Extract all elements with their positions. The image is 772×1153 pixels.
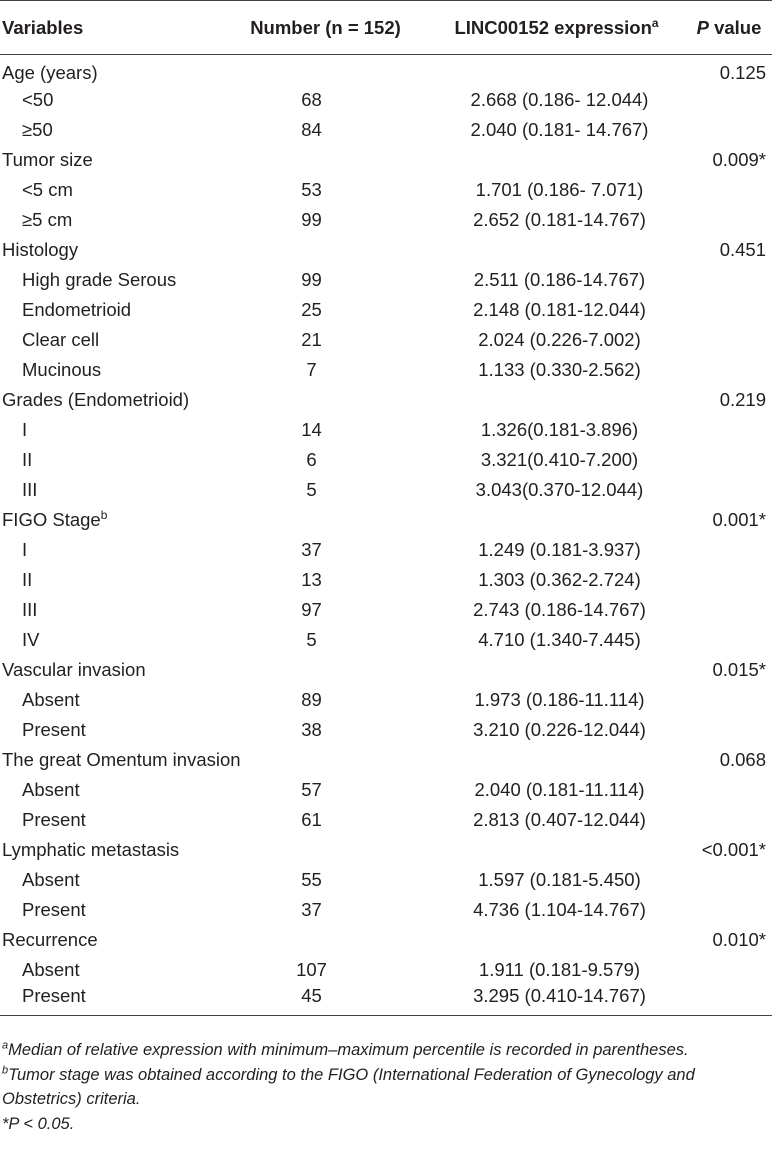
footnote-b-text: Tumor stage was obtained according to the FIGO (International Federation of Gynecology and Obstetrics) criteria.	[2, 1065, 695, 1108]
variable-label: Tumor size	[2, 148, 93, 170]
pvalue-cell	[690, 955, 772, 985]
header-expression	[423, 1, 690, 55]
category-row	[0, 145, 772, 175]
expression-cell	[423, 745, 690, 775]
variable-cell	[0, 265, 222, 295]
variable-cell	[0, 295, 222, 325]
expression-cell: 3.043(0.370-12.044)	[475, 478, 644, 500]
variable-label: Present	[22, 898, 86, 920]
variable-label: High grade Serous	[22, 268, 177, 290]
variable-cell	[0, 595, 222, 625]
expression-cell	[423, 505, 690, 535]
header-pvalue	[690, 1, 772, 55]
pvalue-cell	[690, 895, 772, 925]
pvalue-cell	[690, 865, 772, 895]
pvalue-cell	[690, 115, 772, 145]
expression-cell: 2.652 (0.181-14.767)	[473, 208, 646, 230]
number-cell: 89	[301, 688, 322, 710]
variable-label: ≥50	[22, 118, 53, 140]
header-pvalue-italic: P	[696, 16, 709, 38]
pvalue-cell	[690, 565, 772, 595]
variable-label: I	[22, 418, 28, 440]
header-variables-text: Variables	[2, 16, 84, 38]
variable-label: II	[22, 448, 33, 470]
variable-cell	[0, 415, 222, 445]
table-row	[0, 985, 772, 1016]
number-cell	[222, 55, 423, 85]
pvalue-cell	[690, 355, 772, 385]
number-cell: 6	[306, 448, 317, 470]
footnote-a	[2, 1038, 770, 1063]
header-expression-text: LINC00152 expression	[454, 16, 652, 38]
pvalue-cell: 0.068	[719, 748, 766, 770]
variable-label: II	[22, 568, 33, 590]
table-row	[0, 415, 772, 445]
table-row	[0, 865, 772, 895]
variable-cell	[0, 385, 222, 415]
number-cell: 99	[301, 208, 322, 230]
pvalue-cell: 0.009*	[712, 148, 766, 170]
number-cell: 68	[301, 88, 322, 110]
expression-cell	[423, 235, 690, 265]
variable-label: I	[22, 538, 28, 560]
expression-cell: 2.813 (0.407-12.044)	[473, 808, 646, 830]
header-row	[0, 1, 772, 55]
number-cell: 84	[301, 118, 322, 140]
number-cell: 45	[301, 984, 322, 1006]
expression-cell: 1.303 (0.362-2.724)	[478, 568, 641, 590]
footnote-b-mark: b	[2, 1064, 9, 1076]
variable-cell	[0, 85, 222, 115]
expression-cell: 1.911 (0.181-9.579)	[478, 958, 641, 980]
variable-cell	[0, 835, 222, 865]
expression-cell: 2.024 (0.226-7.002)	[478, 328, 641, 350]
expression-cell: 3.295 (0.410-14.767)	[473, 984, 646, 1006]
table-row	[0, 625, 772, 655]
category-row	[0, 55, 772, 85]
header-pvalue-text: value	[708, 16, 762, 38]
expression-cell	[423, 655, 690, 685]
number-cell: 38	[301, 718, 322, 740]
number-cell	[222, 505, 423, 535]
expression-cell: 3.210 (0.226-12.044)	[473, 718, 646, 740]
variable-cell	[0, 235, 222, 265]
number-cell: 107	[296, 958, 327, 980]
table-row	[0, 295, 772, 325]
number-cell	[222, 835, 423, 865]
pvalue-cell: 0.015*	[712, 658, 766, 680]
expression-cell: 2.668 (0.186- 12.044)	[470, 88, 649, 110]
variable-label: Absent	[22, 688, 80, 710]
number-cell: 5	[306, 628, 317, 650]
table-row	[0, 445, 772, 475]
table-row	[0, 175, 772, 205]
variable-cell	[0, 865, 222, 895]
variable-cell	[0, 115, 222, 145]
variable-label: <50	[22, 88, 54, 110]
table-header	[0, 1, 772, 55]
variable-cell	[0, 205, 222, 235]
variable-cell	[0, 985, 222, 1016]
expression-cell: 4.710 (1.340-7.445)	[478, 628, 641, 650]
variable-label: FIGO Stage	[2, 508, 101, 530]
header-expression-footnote-mark: a	[651, 15, 659, 30]
variable-label: III	[22, 478, 38, 500]
table-row	[0, 325, 772, 355]
pvalue-cell	[690, 175, 772, 205]
pvalue-cell	[690, 295, 772, 325]
variable-cell	[0, 445, 222, 475]
variable-label: Mucinous	[22, 358, 102, 380]
header-variables	[0, 1, 222, 55]
variable-label: Absent	[22, 958, 80, 980]
expression-cell: 1.249 (0.181-3.937)	[478, 538, 641, 560]
variable-cell	[0, 325, 222, 355]
footnote-star	[2, 1112, 770, 1137]
number-cell: 37	[301, 538, 322, 560]
number-cell: 25	[301, 298, 322, 320]
number-cell: 37	[301, 898, 322, 920]
number-cell: 13	[301, 568, 322, 590]
variable-label: Absent	[22, 778, 80, 800]
pvalue-cell	[690, 715, 772, 745]
pvalue-cell	[690, 535, 772, 565]
pvalue-cell: <0.001*	[701, 838, 766, 860]
table-row	[0, 85, 772, 115]
variable-label: Lymphatic metastasis	[2, 838, 180, 860]
variable-cell	[0, 505, 222, 535]
table-row	[0, 805, 772, 835]
number-cell	[222, 145, 423, 175]
pvalue-cell	[690, 85, 772, 115]
number-cell	[222, 655, 423, 685]
expression-cell	[423, 385, 690, 415]
table-row	[0, 715, 772, 745]
number-cell: 21	[301, 328, 322, 350]
pvalue-cell	[690, 595, 772, 625]
number-cell	[222, 235, 423, 265]
variable-label: Absent	[22, 868, 80, 890]
table-footnotes	[2, 1038, 770, 1136]
variable-label: Present	[22, 984, 86, 1006]
category-row	[0, 655, 772, 685]
pvalue-cell: 0.125	[719, 61, 766, 83]
expression-cell: 1.973 (0.186-11.114)	[474, 688, 645, 710]
variable-cell	[0, 145, 222, 175]
number-cell: 55	[301, 868, 322, 890]
variable-cell	[0, 535, 222, 565]
pvalue-cell	[690, 415, 772, 445]
expression-cell	[423, 835, 690, 865]
number-cell: 97	[301, 598, 322, 620]
pvalue-cell	[690, 685, 772, 715]
category-row	[0, 835, 772, 865]
variable-cell	[0, 955, 222, 985]
footnote-star-mark: *	[2, 1114, 9, 1133]
expression-cell: 2.040 (0.181- 14.767)	[470, 118, 649, 140]
table-row	[0, 775, 772, 805]
pvalue-cell	[690, 445, 772, 475]
number-cell: 99	[301, 268, 322, 290]
variable-cell	[0, 655, 222, 685]
variable-label: Recurrence	[2, 928, 98, 950]
table-row	[0, 535, 772, 565]
table-row	[0, 595, 772, 625]
number-cell: 53	[301, 178, 322, 200]
variable-cell	[0, 625, 222, 655]
number-cell: 14	[301, 418, 322, 440]
number-cell: 61	[301, 808, 322, 830]
expression-cell: 1.326(0.181-3.896)	[480, 418, 639, 440]
footnote-star-text: P < 0.05.	[8, 1114, 75, 1133]
number-cell: 7	[306, 358, 317, 380]
number-cell: 5	[306, 478, 317, 500]
variable-cell	[0, 475, 222, 505]
number-cell	[222, 385, 423, 415]
table-row	[0, 115, 772, 145]
variable-cell	[0, 925, 222, 955]
number-cell: 57	[301, 778, 322, 800]
variable-label: Clear cell	[22, 328, 100, 350]
footnote-a-mark: a	[2, 1039, 9, 1052]
variable-label: Present	[22, 808, 86, 830]
category-row	[0, 925, 772, 955]
variable-cell	[0, 565, 222, 595]
category-row	[0, 385, 772, 415]
variable-cell	[0, 55, 222, 85]
footnote-mark: b	[100, 507, 108, 522]
variable-cell	[0, 175, 222, 205]
table-row	[0, 265, 772, 295]
category-row	[0, 235, 772, 265]
variable-label: Endometrioid	[22, 298, 132, 320]
variable-cell	[0, 715, 222, 745]
expression-cell	[423, 925, 690, 955]
variable-label: ≥5 cm	[22, 208, 73, 230]
variable-cell	[0, 685, 222, 715]
pvalue-cell	[690, 325, 772, 355]
expression-cell: 2.511 (0.186-14.767)	[473, 268, 646, 290]
expression-cell: 2.148 (0.181-12.044)	[473, 298, 646, 320]
expression-cell: 1.701 (0.186- 7.071)	[475, 178, 644, 200]
variable-cell	[0, 355, 222, 385]
expression-cell	[423, 55, 690, 85]
variable-cell	[0, 775, 222, 805]
number-cell	[222, 925, 423, 955]
table-row	[0, 955, 772, 985]
variable-label: Vascular invasion	[2, 658, 146, 680]
pvalue-cell	[690, 205, 772, 235]
table-row	[0, 685, 772, 715]
table-row	[0, 355, 772, 385]
variable-label: III	[22, 598, 38, 620]
category-row	[0, 505, 772, 535]
pvalue-cell: 0.010*	[712, 928, 766, 950]
category-row	[0, 745, 772, 775]
variable-label: IV	[22, 628, 40, 650]
table-row	[0, 475, 772, 505]
expression-cell	[423, 145, 690, 175]
variable-label: Present	[22, 718, 86, 740]
table-row	[0, 895, 772, 925]
pvalue-cell: 0.451	[719, 238, 766, 260]
expression-cell: 1.597 (0.181-5.450)	[478, 868, 641, 890]
pvalue-cell	[690, 625, 772, 655]
expression-cell: 2.040 (0.181-11.114)	[474, 778, 645, 800]
pvalue-cell	[690, 475, 772, 505]
expression-cell: 4.736 (1.104-14.767)	[473, 898, 646, 920]
variable-label: The great Omentum invasion	[2, 748, 241, 770]
expression-cell: 1.133 (0.330-2.562)	[478, 358, 641, 380]
table-row	[0, 205, 772, 235]
footnote-a-text: Median of relative expression with minimum–maximum percentile is recorded in parentheses.	[8, 1041, 689, 1059]
table-body	[0, 55, 772, 1016]
variable-label: Histology	[2, 238, 79, 260]
pvalue-cell: 0.001*	[712, 508, 766, 530]
expression-cell: 3.321(0.410-7.200)	[480, 448, 639, 470]
header-number	[222, 1, 423, 55]
variable-label: Grades (Endometrioid)	[2, 388, 190, 410]
variable-label: Age (years)	[2, 61, 98, 83]
number-cell	[222, 745, 423, 775]
pvalue-cell	[690, 985, 772, 1016]
variable-cell	[0, 745, 241, 775]
variable-cell	[0, 895, 222, 925]
pvalue-cell	[690, 775, 772, 805]
variable-label: <5 cm	[22, 178, 73, 200]
pvalue-cell: 0.219	[719, 388, 766, 410]
expression-cell: 2.743 (0.186-14.767)	[473, 598, 646, 620]
footnote-b	[2, 1063, 770, 1112]
header-number-text: Number (n = 152)	[250, 16, 401, 38]
pvalue-cell	[690, 805, 772, 835]
table-row	[0, 565, 772, 595]
pvalue-cell	[690, 265, 772, 295]
variable-cell	[0, 805, 222, 835]
